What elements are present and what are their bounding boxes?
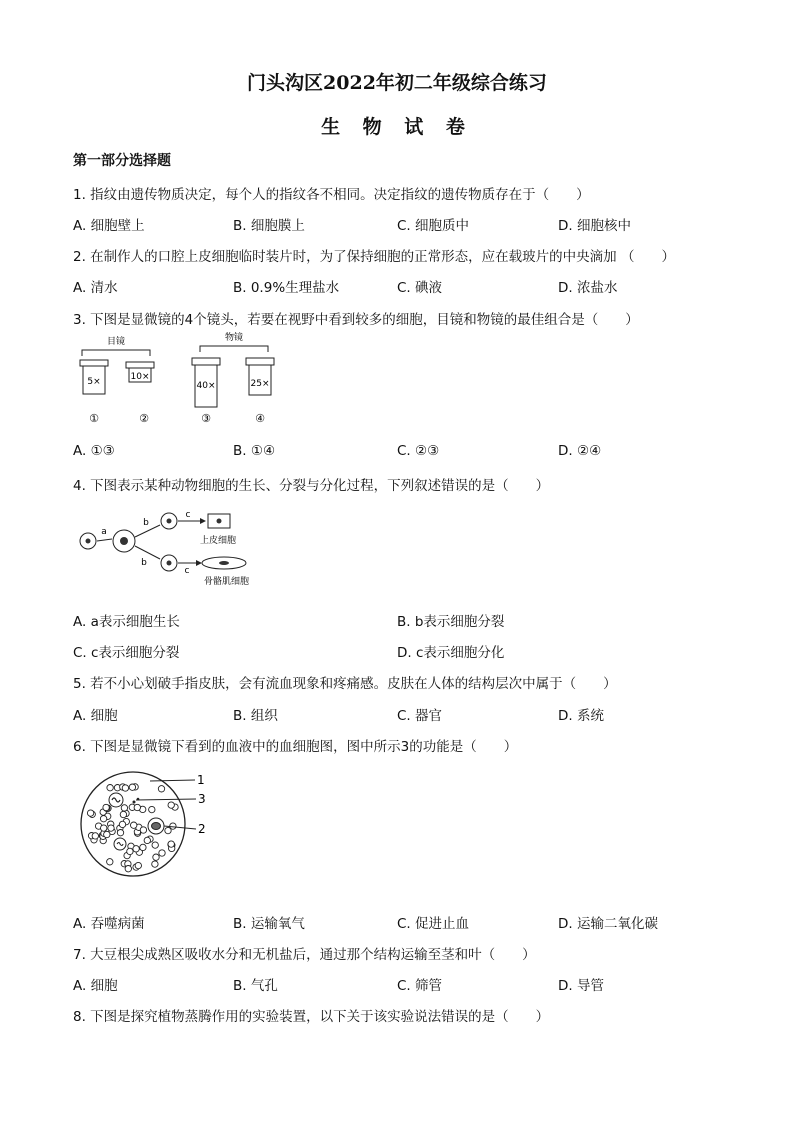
red-blood-cell: [121, 805, 127, 811]
red-blood-cell: [168, 841, 174, 847]
q1-option-d[interactable]: D. 细胞核中: [558, 218, 631, 234]
label-skeletal-muscle: 骨骼肌细胞: [204, 577, 250, 587]
red-blood-cell: [152, 861, 158, 867]
eyepiece-label: 目镜: [106, 337, 126, 347]
q3-option-d[interactable]: D. ②④: [558, 443, 602, 459]
q3-option-a[interactable]: A. ①③: [73, 443, 115, 459]
section-heading: 第一部分选择题: [73, 153, 171, 169]
lens-number-2: ②: [139, 412, 149, 425]
red-blood-cell: [133, 846, 139, 852]
q4-option-c[interactable]: C. c表示细胞分裂: [73, 645, 180, 661]
question-6-stem: 6. 下图是显微镜下看到的血液中的血细胞图，图中所示3的功能是（ ）: [73, 739, 518, 755]
lens-3-mag: 40×: [196, 381, 216, 391]
letter-c-upper: c: [185, 510, 191, 520]
red-blood-cell: [100, 816, 106, 822]
red-blood-cell: [117, 830, 123, 836]
q7-option-c[interactable]: C. 筛管: [397, 978, 443, 994]
question-7-stem: 7. 大豆根尖成熟区吸收水分和无机盐后，通过那个结构运输至茎和叶（ ）: [73, 947, 536, 963]
red-blood-cell: [149, 806, 155, 812]
letter-b-upper: b: [143, 518, 149, 528]
q2-option-c[interactable]: C. 碘液: [397, 280, 443, 296]
red-blood-cell: [87, 810, 93, 816]
q6-option-b[interactable]: B. 运输氧气: [233, 916, 305, 932]
red-blood-cell: [158, 786, 164, 792]
q3-option-c[interactable]: C. ②③: [397, 443, 440, 459]
label-epithelial: 上皮细胞: [200, 536, 237, 546]
q3-option-b[interactable]: B. ①④: [233, 443, 276, 459]
label-3: 3: [198, 792, 206, 806]
q5-option-b[interactable]: B. 组织: [233, 708, 278, 724]
red-blood-cell: [103, 804, 109, 810]
cell-process-figure: [72, 505, 292, 590]
question-8-stem: 8. 下图是探究植物蒸腾作用的实验装置，以下关于该实验说法错误的是（ ）: [73, 1009, 550, 1025]
red-blood-cell: [152, 842, 158, 848]
letter-c-lower: c: [184, 566, 190, 576]
red-blood-cell: [159, 850, 165, 856]
letter-b-lower: b: [141, 558, 147, 568]
red-blood-cell: [168, 802, 174, 808]
microscope-lenses-figure: [70, 328, 300, 428]
red-blood-cell: [92, 833, 98, 839]
q7-option-d[interactable]: D. 导管: [558, 978, 604, 994]
red-blood-cell: [127, 848, 133, 854]
red-blood-cell: [144, 837, 150, 843]
objective-label: 物镜: [224, 333, 244, 343]
question-4-stem: 4. 下图表示某种动物细胞的生长、分裂与分化过程，下列叙述错误的是（ ）: [73, 478, 550, 494]
page-title: 门头沟区2022年初二年级综合练习: [247, 72, 547, 94]
letter-a: a: [101, 527, 107, 537]
question-5-stem: 5. 若不小心划破手指皮肤，会有流血现象和疼痛感。皮肤在人体的结构层次中属于（ ）: [73, 676, 617, 692]
lens-number-1: ①: [89, 412, 99, 425]
label-1: 1: [197, 773, 205, 787]
q1-option-c[interactable]: C. 细胞质中: [397, 218, 470, 234]
red-blood-cell: [125, 866, 131, 872]
red-blood-cell: [107, 859, 113, 865]
lens-1-mag: 5×: [87, 377, 101, 387]
red-blood-cell: [131, 822, 137, 828]
q2-option-d[interactable]: D. 浓盐水: [558, 280, 618, 296]
red-blood-cell: [165, 827, 171, 833]
q6-option-a[interactable]: A. 吞噬病菌: [73, 916, 145, 932]
q5-option-c[interactable]: C. 器官: [397, 708, 443, 724]
red-blood-cell: [140, 844, 146, 850]
question-1-stem: 1. 指纹由遗传物质决定，每个人的指纹各不相同。决定指纹的遗传物质存在于（ ）: [73, 187, 590, 203]
q4-option-d[interactable]: D. c表示细胞分化: [397, 645, 505, 661]
q7-option-b[interactable]: B. 气孔: [233, 978, 278, 994]
blood-cells-figure: [78, 762, 218, 887]
q2-option-a[interactable]: A. 清水: [73, 280, 118, 296]
red-blood-cell: [101, 825, 107, 831]
q2-option-b[interactable]: B. 0.9%生理盐水: [233, 280, 340, 296]
lens-number-3: ③: [201, 412, 211, 425]
q6-option-d[interactable]: D. 运输二氧化碳: [558, 916, 658, 932]
red-blood-cell: [119, 821, 125, 827]
q5-option-a[interactable]: A. 细胞: [73, 708, 118, 724]
page-subtitle: 生 物 试 卷: [321, 116, 473, 138]
question-3-stem: 3. 下图是显微镜的4个镜头，若要在视野中看到较多的细胞，目镜和物镜的最佳组合是（ ）: [73, 312, 639, 328]
red-blood-cell: [135, 862, 141, 868]
red-blood-cell: [107, 785, 113, 791]
q5-option-d[interactable]: D. 系统: [558, 708, 604, 724]
red-blood-cell: [104, 831, 110, 837]
lens-number-4: ④: [255, 412, 265, 425]
red-blood-cell: [120, 811, 126, 817]
red-blood-cell: [140, 827, 146, 833]
q1-option-b[interactable]: B. 细胞膜上: [233, 218, 305, 234]
red-blood-cell: [153, 854, 159, 860]
q7-option-a[interactable]: A. 细胞: [73, 978, 118, 994]
q1-option-a[interactable]: A. 细胞壁上: [73, 218, 145, 234]
red-blood-cell: [122, 785, 128, 791]
red-blood-cell: [134, 804, 140, 810]
question-2-stem: 2. 在制作人的口腔上皮细胞临时装片时，为了保持细胞的正常形态，应在载玻片的中央滴加 （ ）: [73, 249, 675, 265]
lens-2-mag: 10×: [130, 372, 150, 382]
lens-4-mag: 25×: [250, 379, 270, 389]
q4-option-a[interactable]: A. a表示细胞生长: [73, 614, 180, 630]
q6-option-c[interactable]: C. 促进止血: [397, 916, 470, 932]
red-blood-cell: [108, 825, 114, 831]
label-2: 2: [198, 822, 206, 836]
red-blood-cell: [129, 784, 135, 790]
q4-option-b[interactable]: B. b表示细胞分裂: [397, 614, 505, 630]
